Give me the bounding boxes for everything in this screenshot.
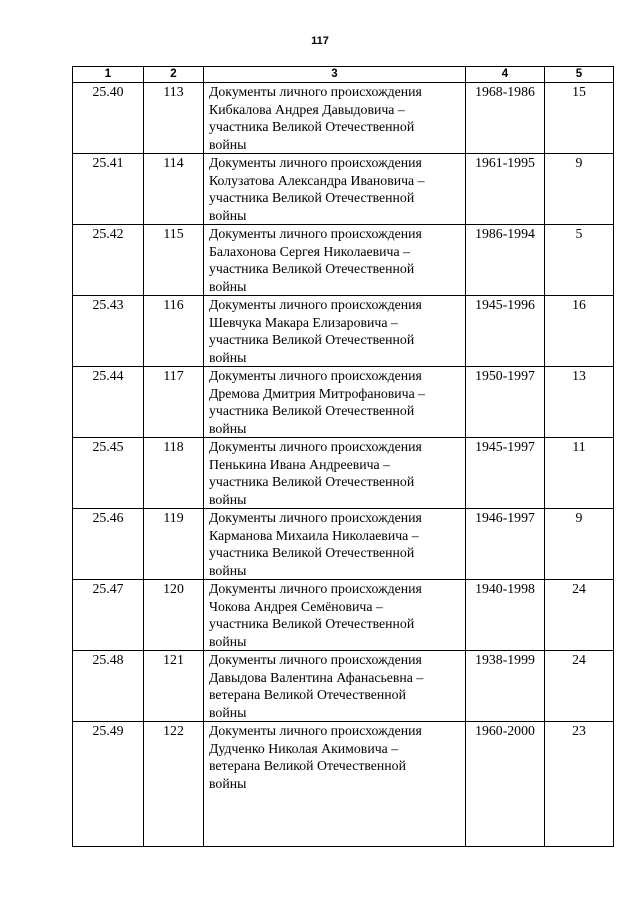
description-cell: Документы личного происхождения Чокова Андрея Семёновича – участника Великой Отечественной войны <box>204 580 466 651</box>
count-cell: 15 <box>545 83 614 154</box>
column-header: 5 <box>545 67 614 83</box>
date-range-cell: 1950-1997 <box>466 367 545 438</box>
description-cell: Документы личного происхождения Балахонова Сергея Николаевича – участника Великой Отечественной войны <box>204 225 466 296</box>
table-row <box>73 722 614 847</box>
item-number-cell: 113 <box>144 83 204 154</box>
registry-table <box>72 66 614 847</box>
item-number-cell: 116 <box>144 296 204 367</box>
description-cell: Документы личного происхождения Колузатова Александра Ивановича – участника Великой Отечественной войны <box>204 154 466 225</box>
table-row <box>73 367 614 438</box>
table-row <box>73 225 614 296</box>
date-range-cell: 1961-1995 <box>466 154 545 225</box>
date-range-cell: 1960-2000 <box>466 722 545 847</box>
item-code-cell: 25.47 <box>73 580 144 651</box>
date-range-cell: 1946-1997 <box>466 509 545 580</box>
date-range-cell: 1986-1994 <box>466 225 545 296</box>
item-code-cell: 25.46 <box>73 509 144 580</box>
column-header: 2 <box>144 67 204 83</box>
item-number-cell: 122 <box>144 722 204 847</box>
count-cell: 13 <box>545 367 614 438</box>
item-code-cell: 25.48 <box>73 651 144 722</box>
count-cell: 11 <box>545 438 614 509</box>
date-range-cell: 1940-1998 <box>466 580 545 651</box>
count-cell: 23 <box>545 722 614 847</box>
date-range-cell: 1968-1986 <box>466 83 545 154</box>
date-range-cell: 1945-1997 <box>466 438 545 509</box>
page-number: 117 <box>311 35 329 47</box>
table-row <box>73 154 614 225</box>
description-cell: Документы личного происхождения Пенькина Ивана Андреевича – участника Великой Отечественной войны <box>204 438 466 509</box>
count-cell: 5 <box>545 225 614 296</box>
date-range-cell: 1938-1999 <box>466 651 545 722</box>
count-cell: 9 <box>545 509 614 580</box>
item-number-cell: 115 <box>144 225 204 296</box>
column-header: 3 <box>204 67 466 83</box>
item-number-cell: 117 <box>144 367 204 438</box>
count-cell: 24 <box>545 580 614 651</box>
table-row <box>73 83 614 154</box>
item-code-cell: 25.45 <box>73 438 144 509</box>
description-cell: Документы личного происхождения Карманова Михаила Николаевича – участника Великой Отечественной войны <box>204 509 466 580</box>
column-header: 1 <box>73 67 144 83</box>
item-number-cell: 114 <box>144 154 204 225</box>
table-row <box>73 438 614 509</box>
count-cell: 24 <box>545 651 614 722</box>
description-cell: Документы личного происхождения Давыдова Валентина Афанасьевна – ветерана Великой Отечественной войны <box>204 651 466 722</box>
table-row <box>73 509 614 580</box>
description-cell: Документы личного происхождения Кибкалова Андрея Давыдовича – участника Великой Отечественной войны <box>204 83 466 154</box>
item-number-cell: 119 <box>144 509 204 580</box>
item-number-cell: 121 <box>144 651 204 722</box>
description-cell: Документы личного происхождения Дремова Дмитрия Митрофановича – участника Великой Отечественной войны <box>204 367 466 438</box>
item-code-cell: 25.41 <box>73 154 144 225</box>
table-header-row <box>73 67 614 83</box>
count-cell: 9 <box>545 154 614 225</box>
table-row <box>73 580 614 651</box>
item-number-cell: 120 <box>144 580 204 651</box>
item-number-cell: 118 <box>144 438 204 509</box>
item-code-cell: 25.43 <box>73 296 144 367</box>
count-cell: 16 <box>545 296 614 367</box>
table-row <box>73 296 614 367</box>
column-header: 4 <box>466 67 545 83</box>
item-code-cell: 25.40 <box>73 83 144 154</box>
date-range-cell: 1945-1996 <box>466 296 545 367</box>
description-cell: Документы личного происхождения Дудченко Николая Акимовича – ветерана Великой Отечественной войны <box>204 722 466 847</box>
table-row <box>73 651 614 722</box>
item-code-cell: 25.44 <box>73 367 144 438</box>
description-cell: Документы личного происхождения Шевчука Макара Елизаровича – участника Великой Отечественной войны <box>204 296 466 367</box>
item-code-cell: 25.42 <box>73 225 144 296</box>
item-code-cell: 25.49 <box>73 722 144 847</box>
